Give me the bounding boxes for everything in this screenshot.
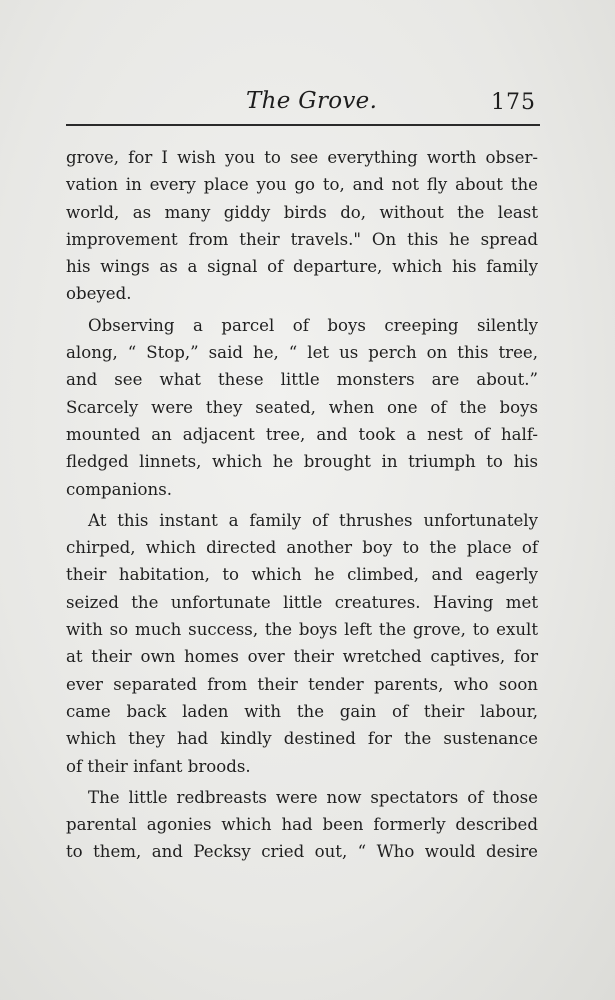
text-line: seized the unfortunate little creatures. Having met <box>66 592 538 612</box>
text-line: grove, for I wish you to see everything worth obser- <box>66 148 538 167</box>
text-line: world, as many giddy birds do, without the least <box>66 202 538 222</box>
text-line: ever separated from their tender parents, who soon <box>66 674 538 694</box>
text-line: Observing a parcel of boys creeping silently <box>88 315 538 335</box>
text-line: companions. <box>66 479 172 499</box>
text-line: at their own homes over their wretched captives, for <box>66 647 538 667</box>
paragraph <box>66 312 538 503</box>
header-rule <box>66 124 540 126</box>
text-line: The little redbreasts were now spectators of those <box>88 787 538 807</box>
page-header <box>68 88 538 120</box>
text-line: and see what these little monsters are about.” <box>66 370 538 390</box>
paragraph <box>66 507 538 780</box>
text-line: fledged linnets, which he brought in triumph to his <box>66 452 538 472</box>
body-text <box>66 144 538 866</box>
paragraph <box>66 144 538 308</box>
text-line: with so much success, the boys left the grove, to exult <box>66 620 538 640</box>
text-line: vation in every place you go to, and not fly about the <box>66 175 538 195</box>
page-number: 175 <box>491 90 536 115</box>
running-title: The Grove. <box>246 88 378 114</box>
text-line: to them, and Pecksy cried out, “ Who would desire <box>66 842 538 862</box>
text-line: of their infant broods. <box>66 756 251 776</box>
text-line: mounted an adjacent tree, and took a nest of half- <box>66 424 538 444</box>
text-line: improvement from their travels." On this he spread <box>66 229 538 249</box>
text-line: his wings as a signal of departure, which his family <box>66 257 538 277</box>
text-line: their habitation, to which he climbed, and eagerly <box>66 565 538 585</box>
text-line: parental agonies which had been formerly described <box>66 815 538 835</box>
text-line: obeyed. <box>66 284 132 304</box>
text-line: along, “ Stop,” said he, “ let us perch on this tree, <box>66 343 538 363</box>
text-line: came back laden with the gain of their labour, <box>66 701 538 721</box>
paragraph <box>66 784 538 866</box>
text-line: At this instant a family of thrushes unfortunately <box>88 510 538 530</box>
text-line: chirped, which directed another boy to the place of <box>66 538 538 558</box>
text-line: which they had kindly destined for the sustenance <box>66 729 538 749</box>
text-line: Scarcely were they seated, when one of the boys <box>66 397 538 417</box>
